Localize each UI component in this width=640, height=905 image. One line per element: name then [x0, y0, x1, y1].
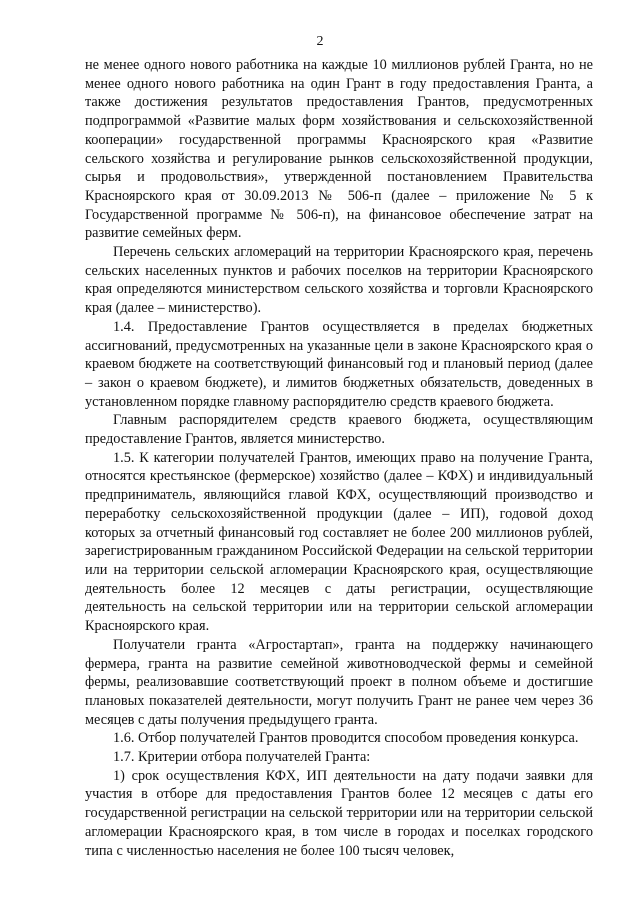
paragraph-9: 1) срок осуществления КФХ, ИП деятельности на дату подачи заявки для участия в отборе для предоставления Грантов более 12 месяцев с даты его государственной регистрации на сельской территории или на территории сельской агломерации Красноярского края, в том числе в городах и поселках городского типа с численностью населения не более 100 тысяч человек, — [85, 767, 593, 859]
paragraph-8: 1.7. Критерии отбора получателей Гранта: — [113, 749, 371, 766]
paragraph-6: Получатели гранта «Агростартап», гранта на поддержку начинающего фермера, гранта на развитие семейной животноводческой фермы и семейной фермы, реализовавшие соответствующий проект в полном объеме и достигшие плановых показателей деятельности, могут получить Грант не ранее чем через 36 месяцев с даты получения предыдущего гранта. — [85, 636, 593, 728]
page-number: 2 — [316, 34, 324, 49]
paragraph-4: Главным распорядителем средств краевого бюджета, осуществляющим предоставление Грантов, является министерство. — [85, 412, 593, 448]
paragraph-1: не менее одного нового работника на каждые 10 миллионов рублей Гранта, но не менее одного нового работника на один Грант в году предоставления Гранта, а также достижения результатов предоставления Грантов, предусмотренных подпрограммой «Развитие малых форм хозяйствования и сельскохозяйственной кооперации» государственной программы Красноярского края «Развитие сельского хозяйства и регулирование рынков сельскохозяйственной продукции, сырья и продовольствия», утвержденной постановлением Правительства Красноярского края от 30.09.2013 № 506-п (далее – приложение № 5 к Государственной программе № 506-п), на финансовое обеспечение затрат на развитие семейных ферм. — [85, 57, 593, 242]
document-body — [85, 56, 593, 860]
paragraph-3: 1.4. Предоставление Грантов осуществляется в пределах бюджетных ассигнований, предусмотренных на указанные цели в законе Красноярского края о краевом бюджете на соответствующий финансовый год и плановый период (далее – закон о краевом бюджете), и лимитов бюджетных обязательств, доведенных в установленном порядке главному распорядителю средств краевого бюджета. — [85, 318, 593, 410]
paragraph-7: 1.6. Отбор получателей Грантов проводится способом проведения конкурса. — [113, 730, 579, 747]
paragraph-2: Перечень сельских агломераций на территории Красноярского края, перечень сельских населенных пунктов и рабочих поселков на территории Красноярского края определяются министерством сельского хозяйства и торговли Красноярского края (далее – министерство). — [85, 244, 593, 317]
paragraph-5: 1.5. К категории получателей Грантов, имеющих право на получение Гранта, относятся крестьянское (фермерское) хозяйство (далее – КФХ) и индивидуальный предприниматель, являющийся главой КФХ, осуществляющий производство и переработку сельскохозяйственной продукции (далее – ИП), годовой доход которых за отчетный финансовый год составляет не более 200 миллионов рублей, зарегистрированным гражданином Российской Федерации на сельской территории или на территории сельской агломерации Красноярского края, осуществляющие деятельность более 12 месяцев с даты регистрации, осуществляющие деятельность на сельской территории или на территории сельской агломерации Красноярского края. — [85, 449, 593, 635]
